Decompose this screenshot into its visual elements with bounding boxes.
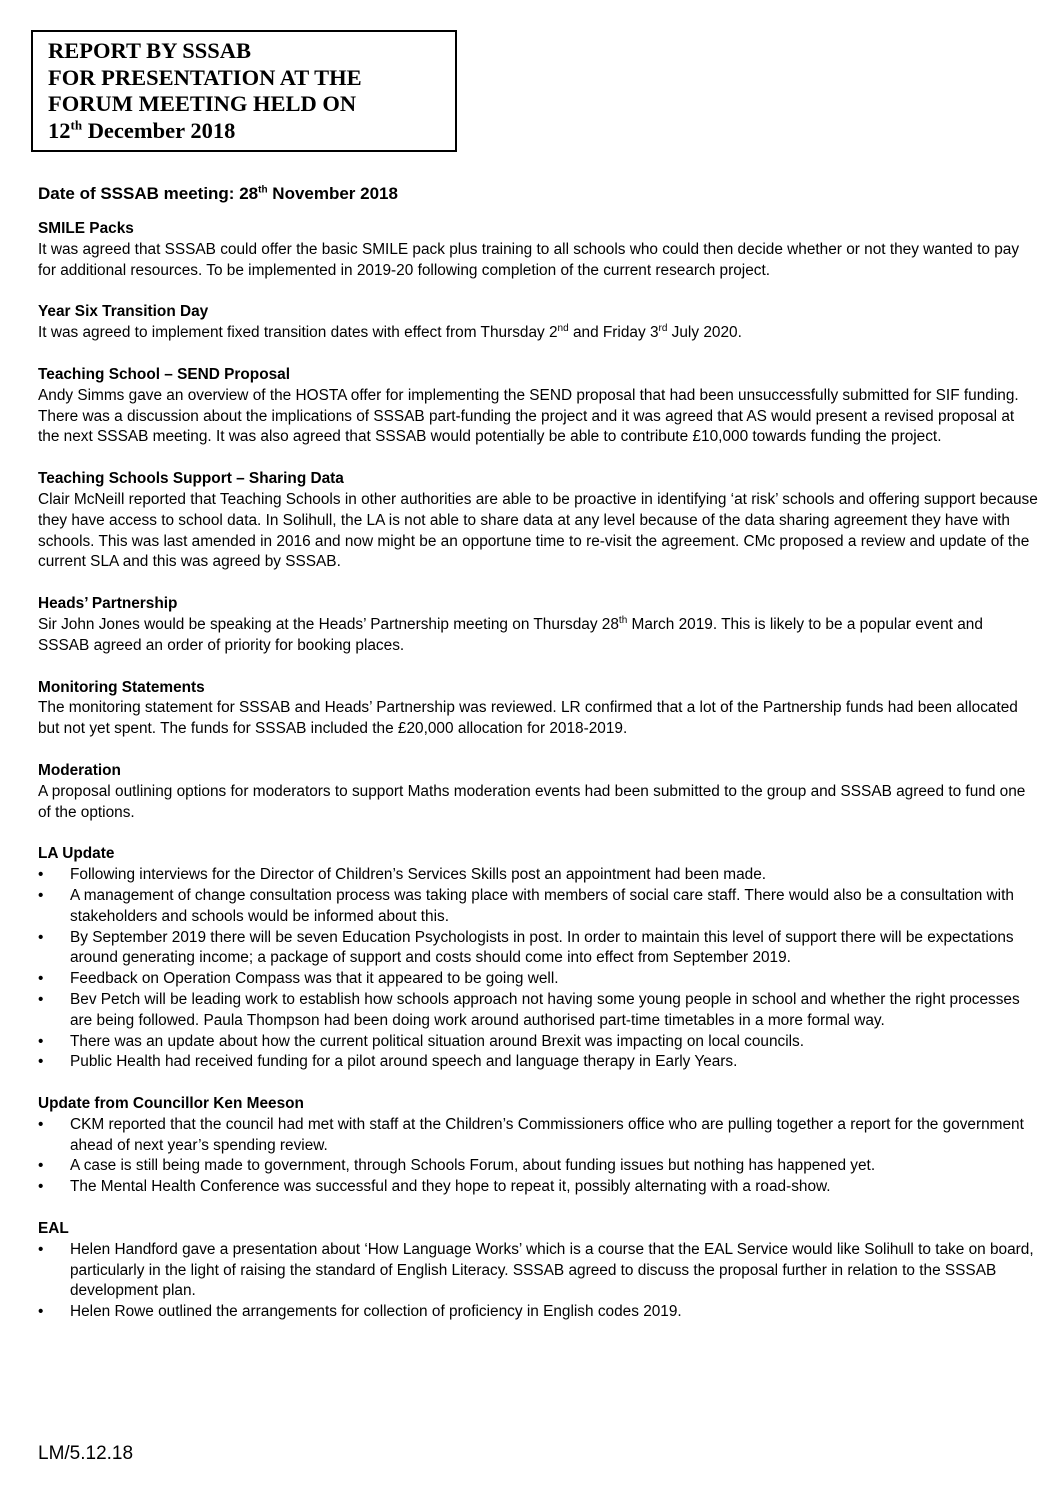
document-reference: LM/5.12.18 [38, 1443, 134, 1464]
list-item: • A case is still being made to government, through Schools Forum, about funding issues but nothing has happened yet. [38, 1156, 1038, 1177]
section-la-update [38, 844, 1038, 1073]
section-sharing-data [38, 469, 1038, 573]
section-eal [38, 1219, 1038, 1323]
list-item: • Public Health had received funding for a pilot around speech and language therapy in Early Years. [38, 1052, 1038, 1073]
list-item: • Bev Petch will be leading work to establish how schools approach not having some young people in school and whether the right processes are being followed. Paula Thompson had been doing work around authorised part-time timetables in a more formal way. [38, 990, 1038, 1032]
title-line-2: FOR PRESENTATION AT THE [48, 64, 362, 90]
section-councillor-update [38, 1094, 1038, 1198]
section-monitoring-statements [38, 678, 1038, 740]
list-item: • A management of change consultation process was taking place with members of social care staff. There would also be a consultation with stakeholders and schools would be informed about this. [38, 886, 1038, 928]
report-title-box [31, 30, 457, 152]
title-line-1: REPORT BY SSSAB [48, 38, 252, 63]
list-item: • The Mental Health Conference was successful and they hope to repeat it, possibly alternating with a road-show. [38, 1177, 1038, 1198]
section-heading: Moderation [38, 761, 121, 779]
section-body: The monitoring statement for SSSAB and Heads’ Partnership was reviewed. LR confirmed that a lot of the Partnership funds had been allocated but not yet spent. The funds for SSSAB included the £20,000 allocation for 2018-2019. [38, 699, 1018, 738]
section-body: It was agreed to implement fixed transition dates with effect from Thursday 2nd and Friday 3rd July 2020. [38, 323, 742, 342]
section-body: Sir John Jones would be speaking at the Heads’ Partnership meeting on Thursday 28th March 2019. This is likely to be a popular event and SSSAB agreed an order of priority for booking places. [38, 614, 983, 654]
la-update-list [38, 865, 1038, 1073]
title-line-3: FORUM MEETING HELD ON [48, 91, 357, 116]
eal-list [38, 1240, 1038, 1323]
section-send-proposal [38, 365, 1038, 448]
section-body: Andy Simms gave an overview of the HOSTA offer for implementing the SEND proposal that had been unsuccessfully submitted for SIF funding. There was a discussion about the implications of SSSAB part-funding the project and it was agreed that AS would present a revised proposal at the next SSSAB meeting. It was also agreed that SSSAB would potentially be able to contribute £10,000 towards funding the project. [38, 386, 1019, 446]
list-item: • Following interviews for the Director of Children’s Services Skills post an appointment had been made. [38, 865, 1038, 886]
list-item: • By September 2019 there will be seven Education Psychologists in post. In order to maintain this level of support there will be expectations around generating income; a package of support and costs should come into effect from September 2019. [38, 928, 1038, 970]
section-heading: SMILE Packs [38, 220, 134, 237]
section-body: Clair McNeill reported that Teaching Schools in other authorities are able to be proactive in identifying ‘at risk’ schools and offering support because they have access to school data. In Solihull, the LA is not able to share data at any level because of the data sharing agreement they have with schools. This was last amended in 2016 and now might be an opportune time to re-visit the agreement. CMc proposed a review and update of the current SLA and this was agreed by SSSAB. [38, 490, 1038, 571]
section-heading: Teaching Schools Support – Sharing Data [38, 470, 344, 488]
section-heading: Teaching School – SEND Proposal [38, 365, 290, 383]
list-item: • There was an update about how the current political situation around Brexit was impacting on local councils. [38, 1032, 1038, 1053]
section-heads-partnership [38, 594, 1038, 656]
section-body: A proposal outlining options for moderators to support Maths moderation events had been submitted to the group and SSSAB agreed to fund one of the options. [38, 782, 1026, 821]
section-heading: Monitoring Statements [38, 678, 205, 696]
list-item: • CKM reported that the council had met with staff at the Children’s Commissioners office who are pulling together a report for the government ahead of next year’s spending review. [38, 1115, 1038, 1157]
report-content [38, 183, 1038, 1323]
sssab-meeting-date: Date of SSSAB meeting: 28th November 2018 [38, 184, 398, 203]
forum-meeting-date: 12th December 2018 [48, 117, 236, 143]
section-heading: LA Update [38, 845, 115, 863]
section-body: It was agreed that SSSAB could offer the basic SMILE pack plus training to all schools who could then decide whether or not they wanted to pay for additional resources. To be implemented in 2019-20 following completion of the current research project. [38, 240, 1020, 279]
section-moderation [38, 761, 1038, 823]
list-item: • Helen Rowe outlined the arrangements for collection of proficiency in English codes 2019. [38, 1302, 1038, 1323]
section-heading: EAL [38, 1220, 69, 1238]
list-item: • Helen Handford gave a presentation about ‘How Language Works’ which is a course that the EAL Service would like Solihull to take on board, particularly in the light of raising the standard of English Literacy. SSSAB agreed to discuss the proposal further in relation to the SSSAB development plan. [38, 1240, 1038, 1302]
councillor-update-list [38, 1115, 1038, 1198]
list-item: • Feedback on Operation Compass was that it appeared to be going well. [38, 969, 1038, 990]
section-heading: Heads’ Partnership [38, 595, 178, 613]
section-year-six-transition [38, 302, 1038, 344]
section-heading: Year Six Transition Day [38, 303, 209, 321]
section-smile-packs [38, 219, 1038, 281]
section-heading: Update from Councillor Ken Meeson [38, 1095, 304, 1113]
